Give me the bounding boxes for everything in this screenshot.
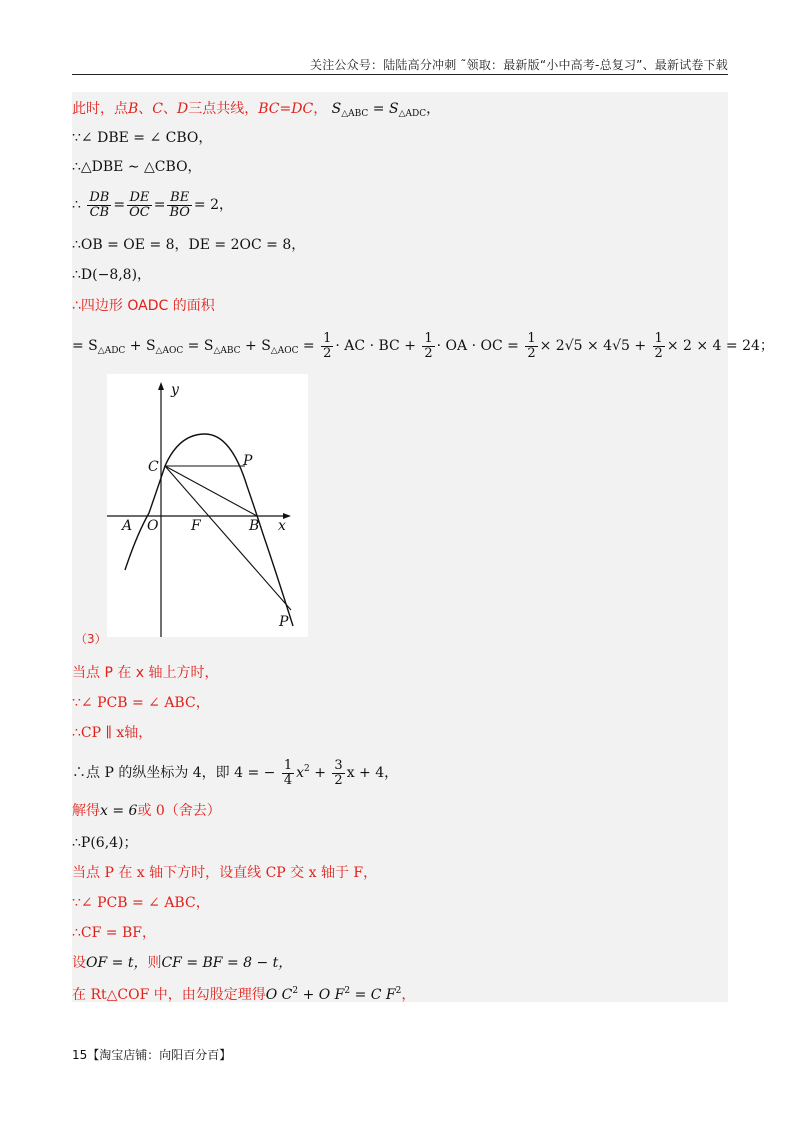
denominator: 2 xyxy=(424,345,433,361)
text: = xyxy=(368,101,389,117)
numerator: 1 xyxy=(654,330,663,346)
line-18 xyxy=(72,954,292,972)
fraction-half xyxy=(321,332,333,361)
term: = C F xyxy=(350,987,396,1003)
line-11 xyxy=(72,724,152,742)
text: + S xyxy=(240,338,271,354)
text: 、 xyxy=(163,101,178,117)
numerator: 1 xyxy=(323,330,332,346)
superscript: 2 xyxy=(292,986,299,996)
subscript: △AOC xyxy=(155,346,184,356)
numerator: 1 xyxy=(283,757,293,773)
superscript: 2 xyxy=(304,764,310,774)
text: ∵∠ PCB = ∠ ABC， xyxy=(72,695,210,711)
text: × 2√5 × 4√5 + xyxy=(539,338,647,354)
page-header: 关注公众号：陆陆高分冲刺 ˜领取：最新版“小中高考-总复习”、最新试卷下载 xyxy=(310,58,728,72)
text: × 2 × 4 = 24； xyxy=(666,338,774,354)
text: · AC · BC + xyxy=(335,338,416,354)
term: O C xyxy=(265,987,293,1003)
text: · OA · OC = xyxy=(436,338,519,354)
denominator: CB xyxy=(89,204,110,220)
line-7 xyxy=(72,297,215,315)
page-footer xyxy=(72,1046,231,1063)
label-a: A xyxy=(122,518,133,534)
text: + S xyxy=(125,338,156,354)
label-y: y xyxy=(171,382,179,398)
subscript: △ADC xyxy=(97,346,126,356)
text: ∴P(6,4)； xyxy=(72,835,138,851)
equation: BC=DC xyxy=(258,101,314,117)
area-equation xyxy=(332,101,440,117)
line-16 xyxy=(72,894,210,912)
equation: x = 6 xyxy=(100,803,138,819)
fraction xyxy=(282,759,294,788)
fraction xyxy=(87,191,111,220)
symbol: S xyxy=(331,101,342,117)
text: 解得 xyxy=(72,803,100,819)
equation: CF = BF = 8 − t， xyxy=(161,955,293,971)
label-x: x xyxy=(278,518,286,534)
text: ∴点 P 的纵坐标为 4，即 4 = − xyxy=(72,765,276,781)
point-d: D xyxy=(177,101,189,117)
text: 当点 P 在 x 轴上方时， xyxy=(72,665,219,681)
equation: OF = t， xyxy=(86,955,148,971)
line-5 xyxy=(72,236,305,254)
text: ∴D(−8,8)， xyxy=(72,267,152,283)
term: + O F xyxy=(298,987,345,1003)
denominator: 2 xyxy=(334,772,343,788)
label-o: O xyxy=(147,518,159,534)
text: 在 Rt△COF 中，由勾股定理得 xyxy=(72,987,266,1003)
text: = S xyxy=(72,338,98,354)
symbol: S xyxy=(388,101,399,117)
denominator: OC xyxy=(129,204,150,220)
superscript: 2 xyxy=(395,986,402,996)
text: ， xyxy=(313,101,328,117)
text: + xyxy=(309,765,326,781)
line-1 xyxy=(72,100,440,123)
line-8 xyxy=(72,329,774,368)
parabola-diagram xyxy=(107,374,308,637)
text: 则 xyxy=(147,955,162,971)
text: 设 xyxy=(72,955,86,971)
point-c: C xyxy=(152,101,164,117)
subscript: △AOC xyxy=(270,346,299,356)
line-2 xyxy=(72,129,212,147)
text: ∴△DBE ∼ △CBO， xyxy=(72,159,202,175)
label-p-top: P xyxy=(243,453,253,469)
line-3 xyxy=(72,158,202,176)
part-label: （3） xyxy=(75,632,107,646)
text: 此时，点 xyxy=(72,101,128,117)
text: ∴CP ∥ x轴， xyxy=(72,725,153,741)
numerator: 1 xyxy=(527,330,536,346)
numerator: DE xyxy=(127,191,152,206)
line-13 xyxy=(72,802,221,820)
line-19 xyxy=(72,982,415,1004)
line-15 xyxy=(72,864,377,882)
denominator: 2 xyxy=(323,345,332,361)
point-b: B xyxy=(128,101,139,117)
numerator: DB xyxy=(89,189,110,205)
segment-cp-bottom xyxy=(165,466,291,610)
text: = 2， xyxy=(193,197,233,213)
superscript: 2 xyxy=(344,986,351,996)
fraction-half xyxy=(653,332,665,361)
text: ， xyxy=(401,987,416,1003)
line-12 xyxy=(72,752,398,790)
text: ∴CF = BF， xyxy=(72,925,156,941)
page-number: 15 xyxy=(72,1048,88,1062)
line-17 xyxy=(72,924,156,942)
text: ∴OB = OE = 8，DE = 2OC = 8， xyxy=(72,237,306,253)
fraction xyxy=(167,191,191,220)
text: x + 4， xyxy=(346,765,399,781)
label-c: C xyxy=(148,459,159,475)
text: ∵∠ DBE = ∠ CBO， xyxy=(72,130,213,146)
fraction xyxy=(332,759,344,788)
text: 三点共线， xyxy=(188,101,259,117)
text: ∴四边形 OADC 的面积 xyxy=(72,298,215,314)
text: 、 xyxy=(138,101,153,117)
fraction xyxy=(127,191,152,220)
solution-content xyxy=(72,92,774,1003)
denominator: 2 xyxy=(654,345,663,361)
denominator: 4 xyxy=(283,772,293,788)
header-rule xyxy=(72,74,728,75)
line-10 xyxy=(72,694,210,712)
denominator: 2 xyxy=(527,345,536,361)
line-6 xyxy=(72,266,151,284)
subscript: △ABC xyxy=(341,109,369,119)
text: 或 0（舍去） xyxy=(137,803,221,819)
subscript: △ADC xyxy=(398,109,427,119)
label-f: F xyxy=(191,518,201,534)
label-p-bottom: P xyxy=(279,614,289,630)
fraction-half xyxy=(422,332,434,361)
denominator: BO xyxy=(169,204,190,220)
line-4: ∴ $\frac{DB}{CB}$ = $\frac{DE}{OC}$ = $\frac{BE}{BO}$ = 2， xyxy=(72,189,233,220)
numerator: 3 xyxy=(334,757,343,773)
label-b: B xyxy=(249,518,260,534)
parabola-figure xyxy=(107,374,308,637)
y-axis-arrow xyxy=(158,382,164,390)
text: ∴ xyxy=(72,197,81,213)
text: ∵∠ PCB = ∠ ABC， xyxy=(72,895,210,911)
line-9 xyxy=(72,664,219,682)
text: = xyxy=(298,338,315,354)
numerator: BE xyxy=(167,191,191,206)
variable: x xyxy=(296,765,305,781)
fraction-half xyxy=(525,332,537,361)
footer-text: 【淘宝店铺：向阳百分百】 xyxy=(87,1048,232,1062)
subscript: △ABC xyxy=(213,346,241,356)
text: ， xyxy=(426,101,441,117)
text: = S xyxy=(183,338,214,354)
numerator: 1 xyxy=(424,330,433,346)
line-14 xyxy=(72,834,138,852)
text: 当点 P 在 x 轴下方时，设直线 CP 交 x 轴于 F， xyxy=(72,865,378,881)
